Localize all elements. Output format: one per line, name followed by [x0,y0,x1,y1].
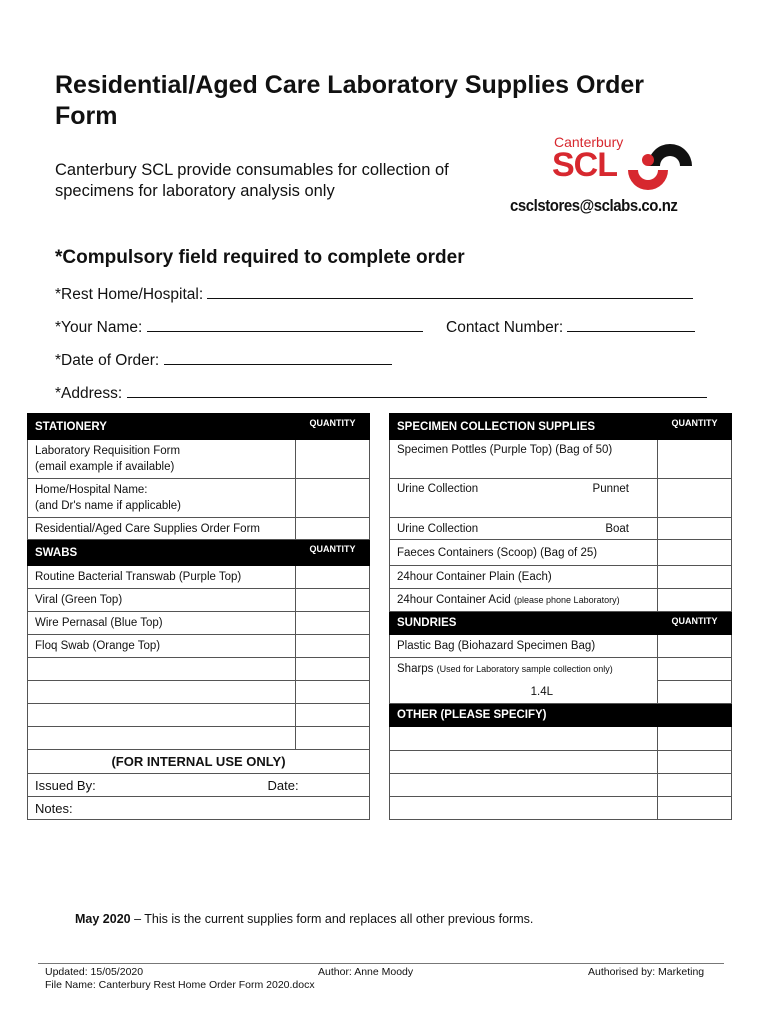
footer-updated: Updated: 15/05/2020 [45,966,144,978]
quantity-cell[interactable] [296,589,370,612]
quantity-cell[interactable] [658,440,732,479]
quantity-header: QUANTITY [296,414,370,440]
internal-use-header: (FOR INTERNAL USE ONLY) [28,750,370,774]
address-field[interactable] [55,383,707,403]
table-row: Viral (Green Top) [28,589,296,612]
footer-author: Author: Anne Moody [318,966,414,978]
sharps-size: 1.4L [390,681,658,704]
quantity-header: QUANTITY [658,612,732,635]
right-order-table [389,413,732,820]
table-row: Sharps (Used for Laboratory sample collection only) [390,658,658,681]
footer-note-date: May 2020 [75,912,131,926]
quantity-cell[interactable] [658,681,732,704]
date-of-order-field[interactable] [55,350,392,370]
table-row: Wire Pernasal (Blue Top) [28,612,296,635]
blank-row[interactable] [28,704,296,727]
quantity-cell[interactable] [296,479,370,518]
quantity-header: QUANTITY [296,540,370,566]
left-order-table [27,413,370,820]
other-header: OTHER (PLEASE SPECIFY) [390,704,732,727]
footer-note [75,912,533,926]
stationery-header: STATIONERY [28,414,296,440]
contact-number-line[interactable] [567,317,695,332]
address-label: *Address: [55,385,123,402]
blank-row[interactable] [390,751,658,774]
swabs-header: SWABS [28,540,296,566]
quantity-cell[interactable] [658,540,732,566]
date-label: Date: [267,777,299,793]
quantity-cell[interactable] [296,635,370,658]
footer-authorised: Authorised by: Marketing [588,966,705,978]
table-row: Routine Bacterial Transwab (Purple Top) [28,566,296,589]
table-row: Urine Collection Punnet [390,479,658,518]
quantity-cell[interactable] [296,658,370,681]
notes-row[interactable] [28,797,370,820]
footer-divider [38,963,724,964]
quantity-cell[interactable] [296,518,370,540]
table-row: Floq Swab (Orange Top) [28,635,296,658]
blank-row[interactable] [390,727,658,751]
page-title: Residential/Aged Care Laboratory Supplies Order Form [55,71,645,130]
date-of-order-label: *Date of Order: [55,352,160,369]
table-row: 24hour Container Acid (please phone Laboratory) [390,589,658,612]
intro-text: Canterbury SCL provide consumables for collection of specimens for laboratory analysis only [55,161,449,200]
quantity-cell[interactable] [296,681,370,704]
table-row: Faeces Containers (Scoop) (Bag of 25) [390,540,658,566]
email-link[interactable]: csclstores@sclabs.co.nz [510,196,678,215]
table-row: Laboratory Requisition Form (email example if available) [28,440,296,479]
quantity-cell[interactable] [296,704,370,727]
quantity-cell[interactable] [658,479,732,518]
quantity-cell[interactable] [296,727,370,750]
blank-row[interactable] [28,681,296,704]
sundries-header: SUNDRIES [390,612,658,635]
date-of-order-line[interactable] [164,350,392,365]
footer-note-text: – This is the current supplies form and replaces all other previous forms. [130,912,534,926]
notes-label: Notes: [35,800,73,816]
logo-swirl-icon [622,136,694,190]
quantity-cell[interactable] [658,797,732,820]
quantity-cell[interactable] [658,727,732,751]
issued-by-row[interactable] [28,774,370,797]
table-row: Plastic Bag (Biohazard Specimen Bag) [390,635,658,658]
logo-big-text: SCL [552,146,617,184]
footer-file-name: File Name: Canterbury Rest Home Order Form 2020.docx [45,979,315,991]
contact-number-field[interactable] [446,317,695,337]
quantity-cell[interactable] [658,658,732,681]
specimen-header: SPECIMEN COLLECTION SUPPLIES [390,414,658,440]
your-name-line[interactable] [147,317,423,332]
canterbury-scl-logo [552,132,702,192]
blank-row[interactable] [28,658,296,681]
compulsory-heading: *Compulsory field required to complete order [55,247,465,268]
quantity-cell[interactable] [658,751,732,774]
your-name-field[interactable] [55,317,423,337]
quantity-cell[interactable] [658,774,732,797]
rest-home-line[interactable] [207,284,693,299]
your-name-label: *Your Name: [55,319,143,336]
quantity-cell[interactable] [296,612,370,635]
quantity-header: QUANTITY [658,414,732,440]
table-row: Urine Collection Boat [390,518,658,540]
rest-home-label: *Rest Home/Hospital: [55,286,204,303]
logo-small-text: Canterbury [554,134,624,150]
quantity-cell[interactable] [658,635,732,658]
quantity-cell[interactable] [658,589,732,612]
contact-number-label: Contact Number: [446,319,564,336]
table-row: Home/Hospital Name: (and Dr's name if applicable) [28,479,296,518]
issued-by-label: Issued By: [35,777,96,793]
quantity-cell[interactable] [658,518,732,540]
address-line[interactable] [127,383,707,398]
blank-row[interactable] [28,727,296,750]
blank-row[interactable] [390,774,658,797]
table-row: 24hour Container Plain (Each) [390,566,658,589]
table-row: Specimen Pottles (Purple Top) (Bag of 50) [390,440,658,479]
quantity-cell[interactable] [658,566,732,589]
rest-home-field[interactable] [55,284,693,304]
table-row: Residential/Aged Care Supplies Order Form [28,518,296,540]
quantity-cell[interactable] [296,440,370,479]
quantity-cell[interactable] [296,566,370,589]
blank-row[interactable] [390,797,658,820]
